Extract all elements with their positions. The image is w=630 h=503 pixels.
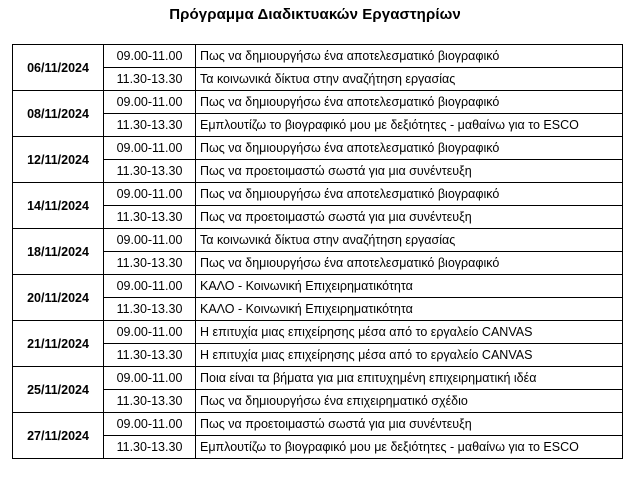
table-row: [13, 114, 623, 137]
date-cell: 27/11/2024: [13, 413, 104, 459]
date-cell: 25/11/2024: [13, 367, 104, 413]
time-cell: 11.30-13.30: [104, 160, 196, 183]
topic-cell: Ποια είναι τα βήματα για μια επιτυχημένη επιχειρηματική ιδέα: [196, 367, 623, 390]
table-row: [13, 275, 623, 298]
topic-cell: Πως να προετοιμαστώ σωστά για μια συνέντευξη: [196, 206, 623, 229]
time-cell: 09.00-11.00: [104, 183, 196, 206]
topic-cell: Εμπλουτίζω το βιογραφικό μου με δεξιότητες - μαθαίνω για το ESCO: [196, 436, 623, 459]
time-cell: 11.30-13.30: [104, 298, 196, 321]
topic-cell: ΚΑΛΟ - Κοινωνική Επιχειρηματικότητα: [196, 298, 623, 321]
table-row: [13, 298, 623, 321]
time-cell: 09.00-11.00: [104, 275, 196, 298]
time-cell: 11.30-13.30: [104, 114, 196, 137]
topic-cell: Η επιτυχία μιας επιχείρησης μέσα από το εργαλείο CANVAS: [196, 344, 623, 367]
date-cell: 21/11/2024: [13, 321, 104, 367]
date-cell: 14/11/2024: [13, 183, 104, 229]
time-cell: 09.00-11.00: [104, 367, 196, 390]
time-cell: 09.00-11.00: [104, 413, 196, 436]
page-title: Πρόγραμμα Διαδικτυακών Εργαστηρίων: [169, 6, 461, 23]
date-cell: 18/11/2024: [13, 229, 104, 275]
table-row: [13, 390, 623, 413]
table-row: [13, 91, 623, 114]
table-row: [13, 436, 623, 459]
topic-cell: ΚΑΛΟ - Κοινωνική Επιχειρηματικότητα: [196, 275, 623, 298]
date-cell: 20/11/2024: [13, 275, 104, 321]
topic-cell: Πως να προετοιμαστώ σωστά για μια συνέντευξη: [196, 160, 623, 183]
schedule-body: [13, 45, 623, 459]
workshop-schedule-table: [12, 44, 623, 459]
time-cell: 11.30-13.30: [104, 344, 196, 367]
date-cell: 08/11/2024: [13, 91, 104, 137]
topic-cell: Τα κοινωνικά δίκτυα στην αναζήτηση εργασίας: [196, 229, 623, 252]
topic-cell: Τα κοινωνικά δίκτυα στην αναζήτηση εργασίας: [196, 68, 623, 91]
date-cell: 12/11/2024: [13, 137, 104, 183]
table-row: [13, 68, 623, 91]
date-cell: 06/11/2024: [13, 45, 104, 91]
time-cell: 09.00-11.00: [104, 45, 196, 68]
table-row: [13, 367, 623, 390]
topic-cell: Πως να δημιουργήσω ένα επιχειρηματικό σχέδιο: [196, 390, 623, 413]
table-row: [13, 252, 623, 275]
table-row: [13, 160, 623, 183]
time-cell: 09.00-11.00: [104, 91, 196, 114]
table-row: [13, 206, 623, 229]
topic-cell: Πως να δημιουργήσω ένα αποτελεσματικό βιογραφικό: [196, 91, 623, 114]
topic-cell: Πως να προετοιμαστώ σωστά για μια συνέντευξη: [196, 413, 623, 436]
topic-cell: Εμπλουτίζω το βιογραφικό μου με δεξιότητες - μαθαίνω για το ESCO: [196, 114, 623, 137]
time-cell: 11.30-13.30: [104, 252, 196, 275]
time-cell: 11.30-13.30: [104, 390, 196, 413]
table-row: [13, 344, 623, 367]
time-cell: 09.00-11.00: [104, 321, 196, 344]
table-row: [13, 45, 623, 68]
topic-cell: Πως να δημιουργήσω ένα αποτελεσματικό βιογραφικό: [196, 252, 623, 275]
topic-cell: Πως να δημιουργήσω ένα αποτελεσματικό βιογραφικό: [196, 137, 623, 160]
table-row: [13, 183, 623, 206]
topic-cell: Πως να δημιουργήσω ένα αποτελεσματικό βιογραφικό: [196, 45, 623, 68]
topic-cell: Η επιτυχία μιας επιχείρησης μέσα από το εργαλείο CANVAS: [196, 321, 623, 344]
time-cell: 11.30-13.30: [104, 68, 196, 91]
table-row: [13, 321, 623, 344]
time-cell: 09.00-11.00: [104, 137, 196, 160]
time-cell: 11.30-13.30: [104, 436, 196, 459]
table-row: [13, 137, 623, 160]
time-cell: 11.30-13.30: [104, 206, 196, 229]
topic-cell: Πως να δημιουργήσω ένα αποτελεσματικό βιογραφικό: [196, 183, 623, 206]
table-row: [13, 229, 623, 252]
time-cell: 09.00-11.00: [104, 229, 196, 252]
table-row: [13, 413, 623, 436]
